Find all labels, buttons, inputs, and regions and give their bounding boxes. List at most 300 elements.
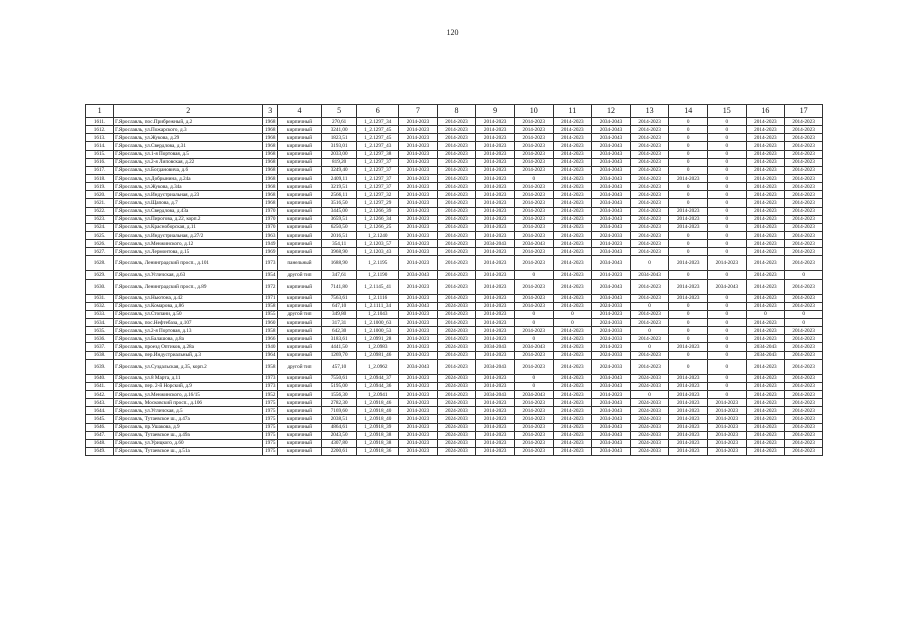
table-cell: 2014-2023	[630, 248, 669, 256]
table-cell: 2014-2023	[399, 294, 438, 302]
table-cell: 2014-2023	[476, 126, 515, 134]
column-header: 14	[669, 105, 708, 118]
table-cell: 2014-2023	[399, 382, 438, 390]
table-cell: 2014-2023	[785, 407, 823, 415]
table-cell: 2014-2023	[514, 118, 553, 126]
table-row	[86, 447, 823, 455]
table-cell: 2014-2023	[592, 343, 631, 351]
table-cell: 0	[708, 231, 747, 239]
table-cell: 2038,51	[321, 415, 356, 423]
table-cell: 2014-2023	[553, 223, 592, 231]
table-cell: кирпичный	[278, 240, 322, 248]
table-cell: 2024-2033	[437, 382, 476, 390]
row-number-cell: 1621.	[86, 199, 114, 207]
table-cell: 0	[669, 327, 708, 335]
table-cell: 2014-2023	[514, 142, 553, 150]
table-cell: кирпичный	[278, 199, 322, 207]
column-header: 15	[708, 105, 747, 118]
table-row	[86, 399, 823, 407]
table-cell: 2024-2033	[437, 415, 476, 423]
table-cell: 2014-2023	[669, 207, 708, 215]
table-cell: 2024-2033	[592, 302, 631, 310]
table-cell: 2014-2023	[437, 310, 476, 318]
row-number-cell: 1649.	[86, 447, 114, 455]
table-cell: 2014-2023	[785, 142, 823, 150]
table-cell: 2024-2033	[630, 447, 669, 455]
table-cell: 2014-2023	[785, 166, 823, 174]
table-cell: 2014-2023	[746, 134, 785, 142]
table-cell: 2024-2033	[437, 439, 476, 447]
table-cell: 6250,50	[321, 223, 356, 231]
table-cell: 2034-2043	[514, 240, 553, 248]
table-cell: кирпичный	[278, 231, 322, 239]
table-cell: 1972	[263, 279, 278, 294]
table-cell: 1_2.1266_34	[357, 215, 399, 223]
table-cell: 0	[669, 351, 708, 359]
table-cell: 2024-2033	[592, 327, 631, 335]
table-cell: 0	[708, 207, 747, 215]
table-cell: 2014-2023	[476, 374, 515, 382]
table-cell: 7550,61	[321, 374, 356, 382]
table-cell: 3183,61	[321, 335, 356, 343]
table-cell: 1968	[263, 150, 278, 158]
table-cell: 2034-2043	[476, 240, 515, 248]
table-cell: 2014-2023	[553, 215, 592, 223]
table-cell: 2014-2023	[785, 150, 823, 158]
table-cell: 2014-2023	[746, 166, 785, 174]
table-cell: 0	[514, 318, 553, 326]
table-cell: 2014-2023	[399, 174, 438, 182]
table-cell: 647,10	[321, 302, 356, 310]
table-cell: 2024-2033	[437, 302, 476, 310]
table-row	[86, 302, 823, 310]
table-cell: 0	[785, 318, 823, 326]
table-cell: 1_2.1266_25	[357, 223, 399, 231]
table-cell: 2014-2023	[399, 134, 438, 142]
table-cell: 1975	[263, 431, 278, 439]
table-row	[86, 183, 823, 191]
table-cell: 0	[514, 335, 553, 343]
table-cell: 2014-2023	[553, 374, 592, 382]
address-cell: Г.Ярославль, ул.Угличская, д.5	[114, 407, 263, 415]
table-cell: 2014-2023	[553, 174, 592, 182]
table-cell: 2014-2023	[553, 351, 592, 359]
table-cell: кирпичный	[278, 399, 322, 407]
table-cell: 2014-2023	[630, 215, 669, 223]
table-cell: 2034-2043	[592, 191, 631, 199]
table-cell: 0	[785, 310, 823, 318]
row-number-cell: 1631.	[86, 294, 114, 302]
table-row	[86, 191, 823, 199]
table-cell: 2014-2023	[399, 215, 438, 223]
table-cell: 2014-2023	[746, 118, 785, 126]
table-cell: 2014-2023	[785, 199, 823, 207]
address-cell: Г.Ярославль, ул.Угличская, д.63	[114, 271, 263, 279]
table-cell: 3445,00	[321, 207, 356, 215]
table-cell: 2014-2023	[437, 174, 476, 182]
column-header: 16	[746, 105, 785, 118]
table-cell: 2014-2023	[553, 166, 592, 174]
table-cell: 2024-2033	[592, 318, 631, 326]
table-cell: 1_2.0944_36	[357, 382, 399, 390]
table-cell: кирпичный	[278, 382, 322, 390]
table-cell: 1688,90	[321, 256, 356, 271]
table-cell: 2014-2023	[399, 423, 438, 431]
column-header: 10	[514, 105, 553, 118]
table-cell: 0	[708, 271, 747, 279]
table-row	[86, 118, 823, 126]
table-cell: 2014-2023	[746, 447, 785, 455]
row-number-cell: 1641.	[86, 382, 114, 390]
table-cell: 2014-2023	[476, 231, 515, 239]
table-cell: 2014-2023	[785, 359, 823, 374]
table-cell: 2014-2023	[785, 415, 823, 423]
table-cell: 1975	[263, 423, 278, 431]
table-cell: 2014-2023	[553, 118, 592, 126]
table-cell: 2014-2023	[514, 207, 553, 215]
table-cell: 1973	[263, 374, 278, 382]
table-cell: 2014-2023	[514, 407, 553, 415]
table-cell: 2014-2023	[399, 248, 438, 256]
table-cell: 0	[669, 310, 708, 318]
table-cell: 2014-2023	[746, 302, 785, 310]
row-number-cell: 1617.	[86, 166, 114, 174]
table-cell: 2014-2023	[630, 191, 669, 199]
table-cell: 3219,51	[321, 183, 356, 191]
table-cell: 2014-2023	[514, 126, 553, 134]
table-cell: 0	[708, 174, 747, 182]
table-cell: 1_2.0918_36	[357, 447, 399, 455]
table-cell: 2024-2033	[592, 335, 631, 343]
table-cell: 2014-2023	[514, 431, 553, 439]
table-cell: 2014-2023	[399, 256, 438, 271]
table-cell: 0	[708, 158, 747, 166]
table-cell: 2014-2023	[592, 390, 631, 398]
table-cell: 1975	[263, 399, 278, 407]
table-cell: 1954	[263, 271, 278, 279]
table-cell: 2014-2023	[514, 183, 553, 191]
table-cell: 2014-2023	[553, 158, 592, 166]
table-cell: кирпичный	[278, 223, 322, 231]
table-cell: 2014-2023	[746, 279, 785, 294]
table-cell: 2014-2023	[399, 318, 438, 326]
table-row	[86, 310, 823, 318]
table-cell: 0	[708, 343, 747, 351]
table-cell: 457,10	[321, 359, 356, 374]
table-cell: 0	[630, 343, 669, 351]
table-cell: 3241,00	[321, 126, 356, 134]
table-cell: 819,20	[321, 158, 356, 166]
table-cell: 0	[669, 134, 708, 142]
table-cell: 0	[708, 294, 747, 302]
table-cell: кирпичный	[278, 327, 322, 335]
table-cell: кирпичный	[278, 423, 322, 431]
table-cell: 0	[630, 302, 669, 310]
row-number-cell: 1616.	[86, 158, 114, 166]
table-cell: 2033,00	[321, 150, 356, 158]
table-row	[86, 256, 823, 271]
table-cell: 2014-2023	[630, 294, 669, 302]
row-number-cell: 1626.	[86, 240, 114, 248]
table-cell: 2014-2023	[630, 279, 669, 294]
column-header: 6	[357, 105, 399, 118]
table-cell: 2014-2023	[437, 223, 476, 231]
table-cell: 2014-2023	[553, 240, 592, 248]
table-cell: 1_2.0918_38	[357, 431, 399, 439]
table-cell: 0	[669, 271, 708, 279]
table-cell: 0	[553, 318, 592, 326]
table-cell: 0	[708, 215, 747, 223]
table-cell: 2014-2023	[476, 207, 515, 215]
table-cell: 1966	[263, 335, 278, 343]
table-cell: 1960	[263, 318, 278, 326]
table-cell: 2014-2023	[437, 199, 476, 207]
table-cell: 0	[708, 166, 747, 174]
table-row	[86, 415, 823, 423]
table-cell: 1_2.1203_57	[357, 240, 399, 248]
address-cell: Г.Ярославль, ул.Свердлова, д.43а	[114, 207, 263, 215]
table-cell: 0	[669, 150, 708, 158]
table-cell: 1_2.1297_45	[357, 134, 399, 142]
row-number-cell: 1644.	[86, 407, 114, 415]
table-cell: 2014-2023	[708, 407, 747, 415]
table-cell: 2014-2023	[476, 318, 515, 326]
table-cell: 2014-2023	[669, 407, 708, 415]
table-cell: 1_2.1043	[357, 310, 399, 318]
table-cell: 1_2.0962	[357, 359, 399, 374]
table-row	[86, 382, 823, 390]
table-cell: 2014-2023	[476, 439, 515, 447]
table-cell: 2014-2023	[399, 374, 438, 382]
table-row	[86, 174, 823, 182]
row-number-cell: 1628.	[86, 256, 114, 271]
row-number-cell: 1615.	[86, 150, 114, 158]
table-cell: 1823,51	[321, 134, 356, 142]
table-row	[86, 359, 823, 374]
table-cell: 2024-2033	[592, 359, 631, 374]
table-cell: 2014-2023	[437, 279, 476, 294]
table-cell: 0	[708, 327, 747, 335]
address-cell: Г.Ярославль, ул.8 Марта, д.11	[114, 374, 263, 382]
table-cell: 3516,50	[321, 199, 356, 207]
table-cell: 0	[630, 390, 669, 398]
address-cell: Г.Ярославль, Тутаевское ш., д.49а	[114, 431, 263, 439]
table-cell: кирпичный	[278, 279, 322, 294]
table-cell: 1940	[263, 343, 278, 351]
address-cell: Г.Ярославль, ул.Менжинского, д.16/15	[114, 390, 263, 398]
table-cell: 2034-2043	[592, 223, 631, 231]
table-cell: 2014-2023	[746, 191, 785, 199]
address-cell: Г.Ярославль, ул.Жукова, д.34а	[114, 183, 263, 191]
table-cell: 2014-2023	[630, 223, 669, 231]
table-cell: 2014-2023	[708, 431, 747, 439]
address-cell: Г.Ярославль, ул.2-я Липовская, д.22	[114, 158, 263, 166]
table-cell: 1_2.1297_32	[357, 191, 399, 199]
column-header: 11	[553, 105, 592, 118]
table-cell: 2014-2023	[553, 294, 592, 302]
row-number-cell: 1646.	[86, 423, 114, 431]
table-cell: 1968	[263, 118, 278, 126]
table-cell: 2014-2023	[553, 390, 592, 398]
table-cell: 1_2.1116	[357, 294, 399, 302]
table-cell: 2024-2033	[437, 399, 476, 407]
table-cell: 2034-2043	[476, 390, 515, 398]
table-row	[86, 279, 823, 294]
row-number-cell: 1619.	[86, 183, 114, 191]
address-cell: Г.Ярославль, Тутаевское ш., д.47а	[114, 415, 263, 423]
table-cell: 0	[708, 118, 747, 126]
table-cell: 1_2.0918_40	[357, 415, 399, 423]
table-cell: 1_2.1266_39	[357, 207, 399, 215]
table-cell: 1_2.0944_37	[357, 374, 399, 382]
table-cell: 2024-2033	[592, 231, 631, 239]
table-cell: 1970	[263, 223, 278, 231]
table-cell: 1_2.0918_39	[357, 423, 399, 431]
table-cell: 2014-2023	[630, 240, 669, 248]
row-number-cell: 1637.	[86, 343, 114, 351]
address-cell: Г.Ярославль, Ленинградский просп., д.89	[114, 279, 263, 294]
table-cell: 2014-2023	[399, 310, 438, 318]
row-number-cell: 1636.	[86, 335, 114, 343]
table-cell: 5195,00	[321, 382, 356, 390]
table-row	[86, 223, 823, 231]
table-cell: 2014-2023	[785, 351, 823, 359]
table-cell: 1968	[263, 199, 278, 207]
table-cell: 2034-2043	[592, 134, 631, 142]
table-cell: 0	[669, 248, 708, 256]
table-cell: 2014-2023	[630, 359, 669, 374]
table-cell: 2014-2023	[746, 390, 785, 398]
table-cell: 2014-2023	[630, 118, 669, 126]
table-cell: 0	[630, 256, 669, 271]
table-cell: 2014-2023	[514, 191, 553, 199]
address-cell: Г.Ярославль, ул.1-я Портовая, д.5	[114, 150, 263, 158]
table-cell: другой тип	[278, 310, 322, 318]
table-cell: 2014-2023	[476, 183, 515, 191]
row-number-cell: 1627.	[86, 248, 114, 256]
table-cell: 2014-2023	[514, 231, 553, 239]
table-cell: 0	[708, 359, 747, 374]
row-number-cell: 1634.	[86, 318, 114, 326]
column-header: 17	[785, 105, 823, 118]
table-cell: 2034-2043	[592, 207, 631, 215]
row-number-cell: 1624.	[86, 223, 114, 231]
table-cell: 2014-2023	[399, 183, 438, 191]
address-cell: Г.Ярославль, ул.Лермонтова, д.15	[114, 248, 263, 256]
table-cell: 2014-2023	[476, 279, 515, 294]
table-cell: 2014-2023	[746, 271, 785, 279]
table-cell: 2014-2023	[785, 191, 823, 199]
table-cell: 1968	[263, 174, 278, 182]
table-cell: 2034-2043	[592, 279, 631, 294]
table-cell: 2014-2023	[785, 399, 823, 407]
column-header: 1	[86, 105, 114, 118]
table-cell: 0	[669, 183, 708, 191]
table-cell: 2014-2023	[630, 150, 669, 158]
table-cell: 2014-2023	[630, 335, 669, 343]
table-cell: 1955	[263, 310, 278, 318]
table-cell: 2034-2043	[592, 142, 631, 150]
table-cell: 0	[746, 310, 785, 318]
table-cell: 1269,70	[321, 351, 356, 359]
table-cell: 0	[514, 271, 553, 279]
table-cell: 0	[708, 240, 747, 248]
table-cell: 0	[669, 318, 708, 326]
table-cell: 2014-2023	[399, 279, 438, 294]
table-cell: 2024-2033	[437, 327, 476, 335]
table-cell: 2016,51	[321, 231, 356, 239]
table-cell: 2014-2023	[437, 142, 476, 150]
table-cell: 2014-2023	[708, 447, 747, 455]
table-cell: 0	[630, 327, 669, 335]
table-cell: 2014-2023	[669, 279, 708, 294]
table-cell: 0	[708, 374, 747, 382]
table-cell: 2014-2023	[746, 335, 785, 343]
table-cell: 2014-2023	[514, 359, 553, 374]
table-cell: 1968	[263, 183, 278, 191]
table-cell: 2014-2023	[592, 310, 631, 318]
table-cell: 2014-2023	[399, 240, 438, 248]
table-cell: 2014-2023	[399, 343, 438, 351]
table-cell: 0	[669, 199, 708, 207]
table-cell: 0	[708, 310, 747, 318]
table-cell: 2014-2023	[669, 423, 708, 431]
table-row	[86, 215, 823, 223]
table-cell: 2014-2023	[630, 318, 669, 326]
table-cell: 2014-2023	[746, 374, 785, 382]
table-cell: 1_2.1240	[357, 231, 399, 239]
row-number-cell: 1642.	[86, 390, 114, 398]
table-cell: 2014-2023	[476, 407, 515, 415]
table-cell: 2014-2023	[476, 327, 515, 335]
table-cell: 0	[708, 335, 747, 343]
table-cell: 0	[669, 335, 708, 343]
address-cell: Г.Ярославль, ул.Свердлова, д.31	[114, 142, 263, 150]
table-cell: 1_2.1000_53	[357, 327, 399, 335]
table-cell: 1_2.0918_46	[357, 399, 399, 407]
row-number-cell: 1639.	[86, 359, 114, 374]
table-cell: 2034-2043	[592, 382, 631, 390]
table-cell: 2014-2023	[514, 327, 553, 335]
table-cell: 2566,11	[321, 191, 356, 199]
table-cell: 1968	[263, 134, 278, 142]
table-cell: 1_2.1297_38	[357, 150, 399, 158]
table-cell: 0	[669, 191, 708, 199]
table-cell: 2014-2023	[399, 327, 438, 335]
table-cell: 2024-2033	[592, 351, 631, 359]
table-cell: 2014-2023	[785, 374, 823, 382]
table-cell: 2014-2023	[437, 351, 476, 359]
row-number-cell: 1612.	[86, 126, 114, 134]
table-cell: 3968,90	[321, 248, 356, 256]
table-cell: 2014-2023	[437, 207, 476, 215]
table-cell: 3193,01	[321, 142, 356, 150]
table-cell: 2034-2043	[592, 423, 631, 431]
table-cell: 2014-2023	[476, 423, 515, 431]
table-cell: 0	[708, 134, 747, 142]
table-cell: 2014-2023	[669, 439, 708, 447]
table-cell: 2014-2023	[476, 256, 515, 271]
table-cell: 2014-2023	[399, 126, 438, 134]
row-number-cell: 1622.	[86, 207, 114, 215]
column-header: 13	[630, 105, 669, 118]
table-cell: 2024-2033	[630, 431, 669, 439]
address-cell: Г.Ярославль, ул.Красноборская, д.11	[114, 223, 263, 231]
table-cell: кирпичный	[278, 343, 322, 351]
table-cell: 2014-2023	[514, 447, 553, 455]
table-cell: кирпичный	[278, 166, 322, 174]
table-cell: 2014-2023	[746, 126, 785, 134]
